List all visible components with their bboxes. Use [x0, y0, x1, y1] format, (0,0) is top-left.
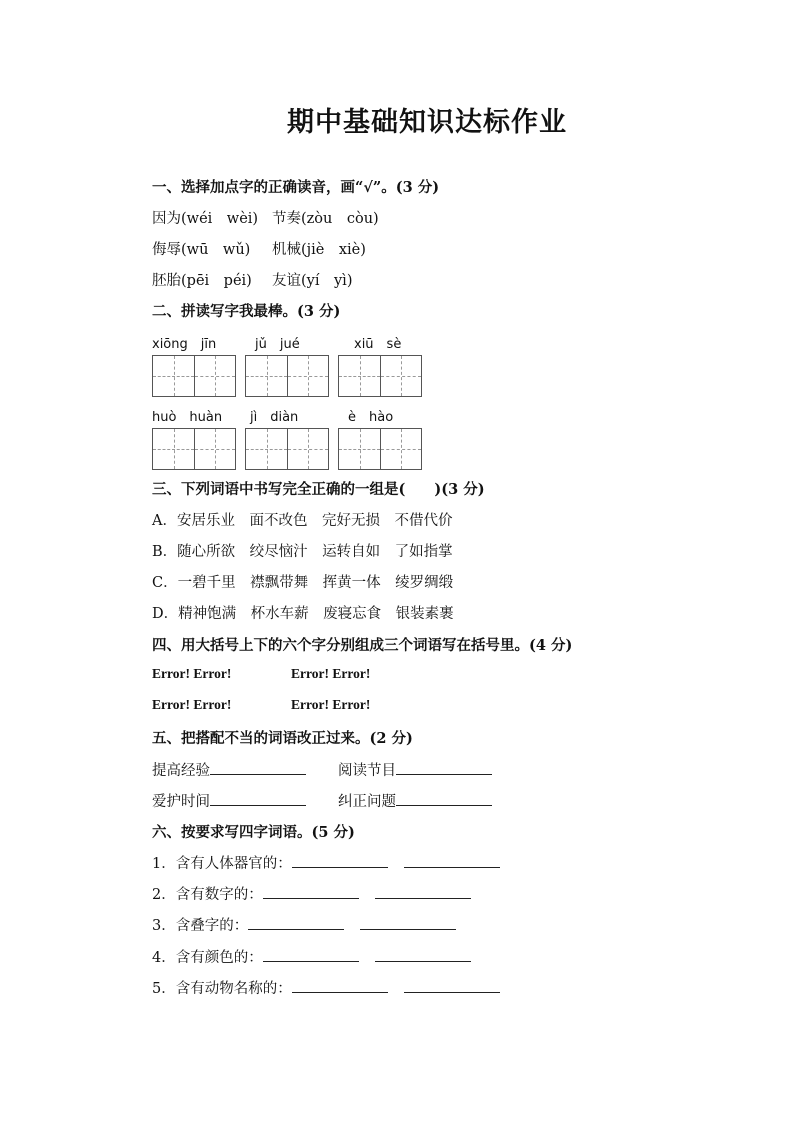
answer-blank[interactable]: [404, 978, 500, 993]
option-a: A．安居乐业 面不改色 完好无损 不借代价: [152, 513, 453, 529]
s5-row: [152, 759, 492, 780]
s6-row: [152, 946, 471, 967]
s1-item: 节奏(zòu còu): [272, 211, 379, 227]
answer-blank[interactable]: [396, 791, 492, 806]
pinyin-label: xiōng jīn: [152, 337, 217, 352]
s5-item: 纠正问题: [338, 794, 396, 810]
answer-blank[interactable]: [263, 884, 359, 899]
s1-row: [152, 269, 352, 290]
option-c: C．一碧千里 襟飘带舞 挥黄一体 绫罗绸缎: [152, 575, 454, 591]
section-3-heading: 三、下列词语中书写完全正确的一组是( )(3 分): [152, 481, 485, 498]
answer-blank[interactable]: [248, 915, 344, 930]
answer-blank[interactable]: [210, 791, 306, 806]
s6-row: [152, 914, 456, 935]
s1-item: 侮辱(wū wǔ): [152, 242, 251, 258]
page-title: 期中基础知识达标作业: [287, 107, 567, 138]
s6-item: 1．含有人体器官的：: [152, 856, 292, 872]
answer-blank[interactable]: [396, 760, 492, 775]
s6-row: [152, 852, 500, 873]
writing-grid[interactable]: [152, 428, 236, 470]
s6-item: 5．含有动物名称的：: [152, 981, 292, 997]
section-4-heading: 四、用大括号上下的六个字分别组成三个词语写在括号里。(4 分): [152, 637, 573, 654]
pinyin-label: huò huàn: [152, 410, 223, 425]
pinyin-label: jì diàn: [250, 410, 299, 425]
answer-blank[interactable]: [360, 915, 456, 930]
s5-item: 提高经验: [152, 763, 210, 779]
answer-blank[interactable]: [263, 947, 359, 962]
writing-grid[interactable]: [245, 428, 329, 470]
pinyin-label: è hào: [348, 410, 394, 425]
answer-blank[interactable]: [210, 760, 306, 775]
answer-blank[interactable]: [292, 853, 388, 868]
error-text: Error! Error!: [152, 697, 232, 712]
s1-item: 因为(wéi wèi): [152, 211, 259, 227]
s1-row: [152, 238, 366, 259]
answer-blank[interactable]: [404, 853, 500, 868]
s5-item: 爱护时间: [152, 794, 210, 810]
section-5-heading: 五、把搭配不当的词语改正过来。(2 分): [152, 730, 413, 747]
option-d: D．精神饱满 杯水车薪 废寝忘食 银装素裹: [152, 606, 454, 622]
writing-grid[interactable]: [338, 355, 422, 397]
s6-row: [152, 883, 471, 904]
s1-item: 友谊(yí yì): [272, 273, 353, 289]
pinyin-label: jǔ jué: [255, 337, 300, 352]
answer-blank[interactable]: [292, 978, 388, 993]
writing-grid[interactable]: [152, 355, 236, 397]
s1-item: 胚胎(pēi péi): [152, 273, 252, 289]
s6-item: 3．含叠字的：: [152, 918, 249, 934]
writing-grid[interactable]: [245, 355, 329, 397]
pinyin-label: xiū sè: [354, 337, 402, 352]
error-text: Error! Error!: [152, 666, 232, 681]
writing-grid[interactable]: [338, 428, 422, 470]
section-2-heading: 二、拼读写字我最棒。(3 分): [152, 303, 341, 320]
section-1-heading: 一、选择加点字的正确读音，画“√”。(3 分): [152, 179, 440, 196]
section-6-heading: 六、按要求写四字词语。(5 分): [152, 824, 355, 841]
s1-row: [152, 207, 379, 228]
s5-item: 阅读节目: [338, 763, 396, 779]
s5-row: [152, 790, 492, 811]
s6-item: 2．含有数字的：: [152, 887, 263, 903]
s1-item: 机械(jiè xiè): [272, 242, 366, 258]
answer-blank[interactable]: [375, 947, 471, 962]
option-b: B．随心所欲 绞尽恼汁 运转自如 了如指掌: [152, 544, 453, 560]
answer-blank[interactable]: [375, 884, 471, 899]
s6-row: [152, 977, 500, 998]
error-text: Error! Error!: [291, 666, 371, 681]
error-text: Error! Error!: [291, 697, 371, 712]
s6-item: 4．含有颜色的：: [152, 950, 263, 966]
